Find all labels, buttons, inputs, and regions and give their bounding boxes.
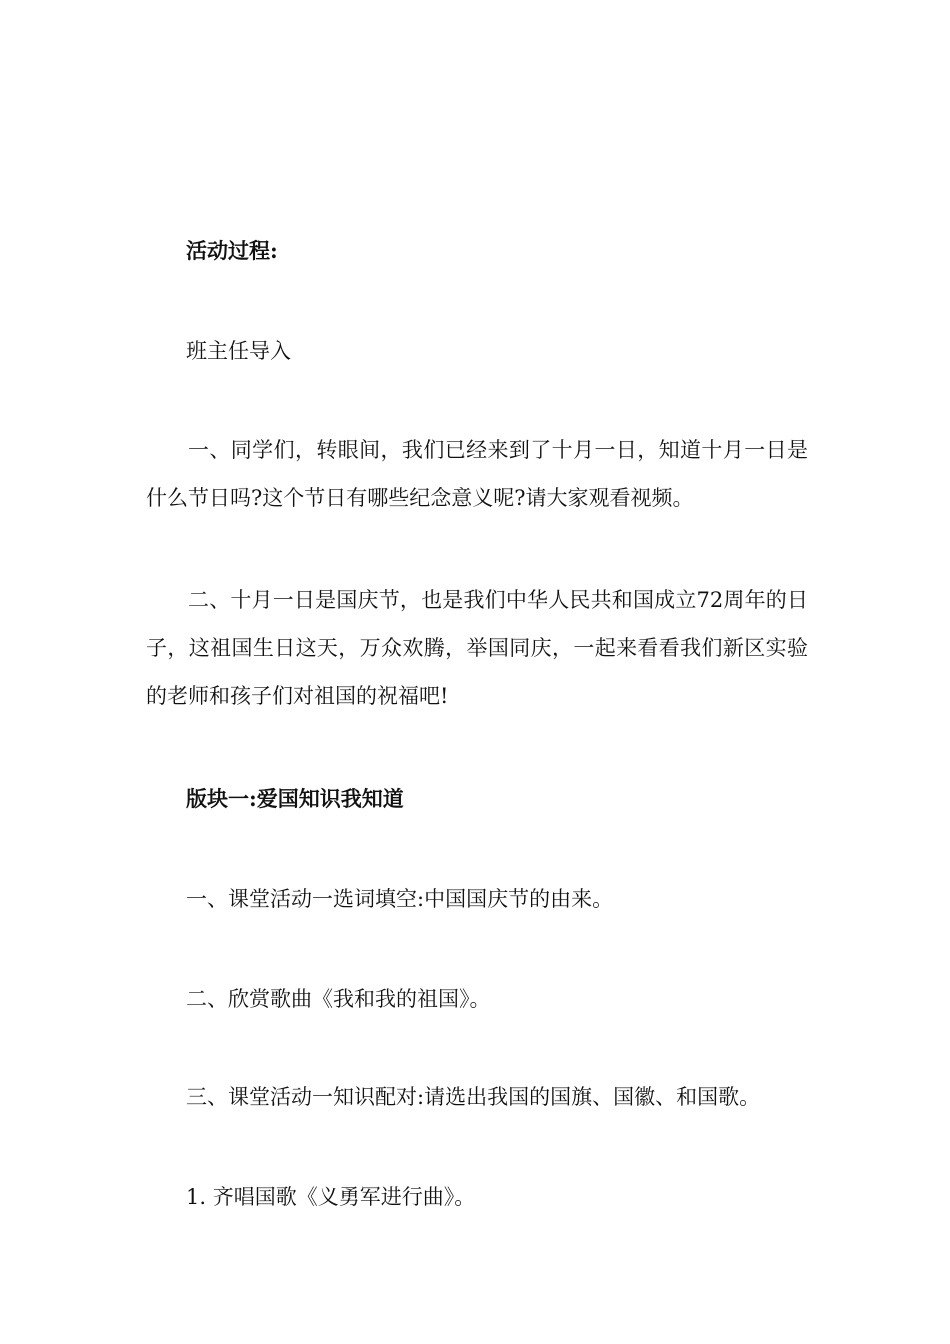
activity-process-heading: 活动过程: (186, 238, 278, 263)
list-sub-item-one: 1. 齐唱国歌《义勇军进行曲》。 (186, 1185, 476, 1209)
paragraph-two: 二、十月一日是国庆节，也是我们中华人民共和国成立72周年的日子，这祖国生日这天，万众欢腾，举国同庆，一起来看看我们新区实验的老师和孩子们对祖国的祝福吧! (146, 588, 808, 708)
teacher-intro-label: 班主任导入 (186, 339, 291, 363)
paragraph-one: 一、同学们，转眼间，我们已经来到了十月一日，知道十月一日是什么节日吗?这个节日有哪些纪念意义呢?请大家观看视频。 (146, 438, 808, 510)
section-one-heading: 版块一:爱国知识我知道 (186, 786, 404, 811)
list-item-two: 二、欣赏歌曲《我和我的祖国》。 (186, 987, 491, 1011)
list-item-three: 三、课堂活动一知识配对:请选出我国的国旗、国徽、和国歌。 (186, 1085, 761, 1109)
list-item-one: 一、课堂活动一选词填空:中国国庆节的由来。 (186, 887, 614, 911)
